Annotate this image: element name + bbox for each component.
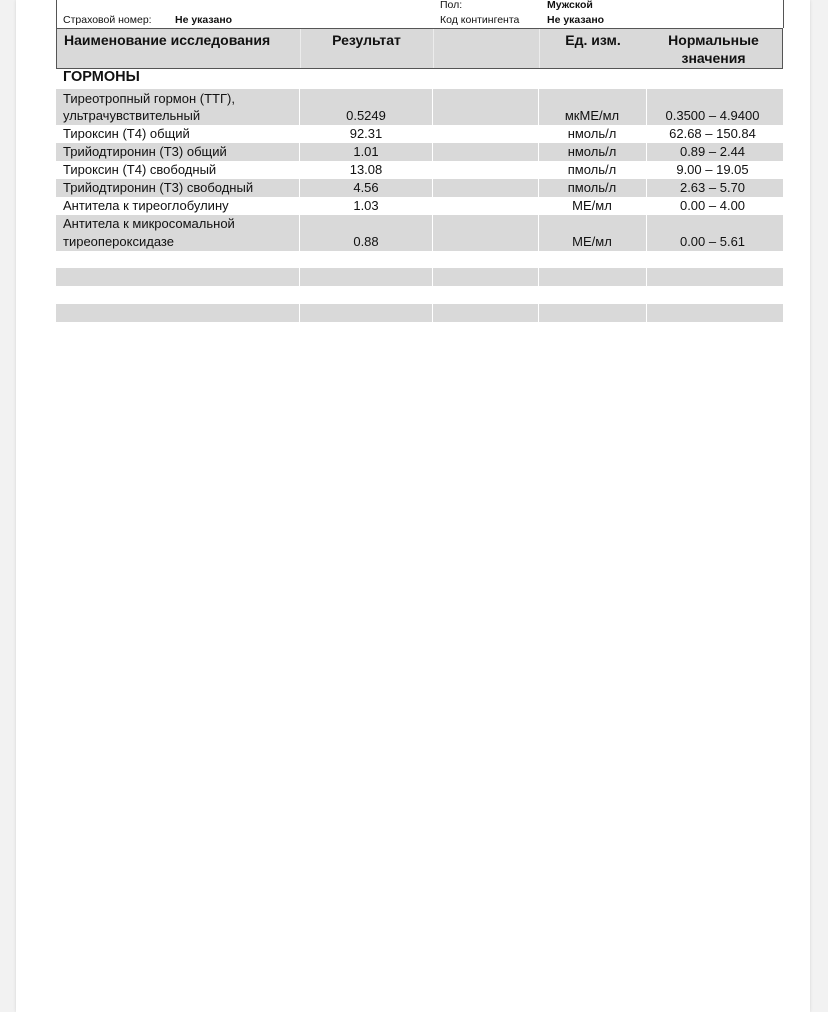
empty-table-row [56, 268, 783, 286]
test-unit: мкМЕ/мл [564, 108, 620, 123]
test-name: Тироксин (Т4) свободный [63, 162, 217, 177]
test-result: 0.5249 [346, 108, 386, 123]
test-unit: нмоль/л [567, 144, 617, 159]
column-norm-header-line2: значения [681, 50, 746, 66]
sex-label: Пол: [440, 0, 463, 11]
table-row [56, 179, 783, 197]
test-name: Тироксин (Т4) общий [63, 126, 190, 141]
test-name: Антитела к микросомальной [63, 216, 235, 231]
insurance-label: Страховой номер: [63, 14, 152, 26]
test-name: Тиреотропный гормон (ТТГ), [63, 91, 235, 106]
sex-value: Мужской [547, 0, 593, 11]
column-name-header: Наименование исследования [64, 32, 271, 48]
column-unit-header: Ед. изм. [565, 32, 621, 48]
test-unit: МЕ/мл [572, 234, 612, 249]
insurance-value: Не указано [175, 14, 233, 26]
table-row [56, 161, 783, 179]
test-unit: МЕ/мл [572, 198, 612, 213]
test-norm: 0.00 – 4.00 [679, 198, 746, 213]
test-result: 1.03 [353, 198, 379, 213]
column-divider [299, 89, 300, 323]
test-unit: нмоль/л [567, 126, 617, 141]
test-unit: пмоль/л [567, 162, 617, 177]
column-result-header: Результат [332, 32, 401, 48]
table-header [56, 28, 783, 69]
table-row [56, 197, 783, 215]
column-divider [538, 89, 539, 323]
test-norm: 0.3500 – 4.9400 [665, 108, 760, 123]
empty-table-row [56, 304, 783, 322]
test-unit: пмоль/л [567, 180, 617, 195]
test-norm: 9.00 – 19.05 [676, 162, 749, 177]
column-divider [432, 89, 433, 323]
contingent-label: Код контингента [440, 14, 520, 26]
section-title: ГОРМОНЫ [63, 69, 140, 85]
test-result: 92.31 [349, 126, 383, 141]
test-result: 0.88 [353, 234, 379, 249]
test-norm: 0.00 – 5.61 [679, 234, 746, 249]
table-row [56, 143, 783, 161]
table-row [56, 89, 783, 125]
test-name-continued: ультрачувствительный [63, 108, 201, 123]
test-name: Трийодтиронин (Т3) общий [63, 144, 227, 159]
test-name-continued: тиреопероксидазе [63, 234, 174, 249]
test-norm: 0.89 – 2.44 [679, 144, 746, 159]
table-row [56, 215, 783, 251]
test-result: 13.08 [349, 162, 383, 177]
patient-info-box [56, 0, 784, 28]
test-norm: 62.68 – 150.84 [669, 126, 756, 141]
test-result: 4.56 [353, 180, 379, 195]
table-row [56, 125, 783, 143]
column-norm-header-line1: Нормальные [668, 32, 759, 48]
test-norm: 2.63 – 5.70 [679, 180, 746, 195]
test-result: 1.01 [353, 144, 379, 159]
test-name: Трийодтиронин (Т3) свободный [63, 180, 254, 195]
test-name: Антитела к тиреоглобулину [63, 198, 229, 213]
contingent-value: Не указано [547, 14, 605, 26]
column-divider [646, 89, 647, 323]
